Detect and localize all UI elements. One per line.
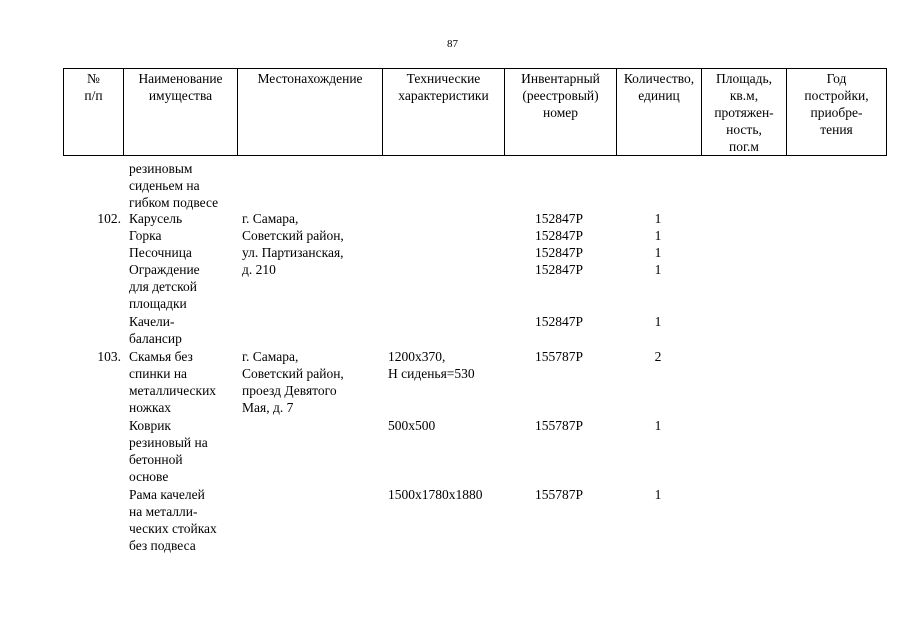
row-7-inventory: 155787Р	[534, 418, 583, 433]
header-location	[238, 69, 383, 156]
table-header	[63, 68, 887, 156]
row-6-tech: 1200х370, Н сиденья=530	[388, 349, 475, 381]
row-4-quantity: 1	[654, 262, 662, 277]
row-8-quantity: 1	[654, 487, 662, 502]
header-inventory-text: Инвентарный (реестровый) номер	[521, 71, 600, 120]
row-2-quantity: 1	[654, 228, 662, 243]
row-1-location: г. Самара, Советский район, ул. Партизанская, д. 210	[242, 211, 344, 277]
row-5-inventory: 152847Р	[534, 314, 583, 329]
row-2-inventory: 152847Р	[534, 228, 583, 243]
row-0-name: резиновым сиденьем на гибком подвесе	[129, 161, 219, 210]
row-3-name: Песочница	[129, 245, 192, 260]
header-inventory	[505, 69, 617, 156]
row-3-quantity: 1	[654, 245, 662, 260]
header-quantity-text: Количество, единиц	[623, 71, 695, 103]
row-6-inventory: 155787Р	[534, 349, 583, 364]
row-6-location: г. Самара, Советский район, проезд Девятого Мая, д. 7	[242, 349, 344, 415]
header-name-text: Наименование имущества	[138, 71, 223, 103]
row-6-name: Скамья без спинки на металлических ножках	[129, 349, 217, 415]
row-2-name: Горка	[129, 228, 162, 243]
header-num-text: № п/п	[84, 71, 103, 103]
row-6-num: 103.	[97, 349, 121, 364]
row-7-tech: 500х500	[388, 418, 436, 433]
header-area	[702, 69, 787, 156]
row-4-inventory: 152847Р	[534, 262, 583, 277]
header-quantity	[617, 69, 702, 156]
row-5-name: Качели- балансир	[129, 314, 182, 346]
row-8-name: Рама качелей на металли- ческих стойках без подвеса	[129, 487, 217, 553]
row-1-name: Карусель	[129, 211, 183, 226]
header-area-text: Площадь, кв.м, протяжен- ность, пог.м	[714, 71, 774, 154]
header-location-text: Местонахождение	[257, 71, 363, 86]
row-8-tech: 1500х1780х1880	[388, 487, 483, 502]
header-num	[64, 69, 124, 156]
row-7-name: Коврик резиновый на бетонной основе	[129, 418, 208, 484]
header-year	[787, 69, 887, 156]
row-1-quantity: 1	[654, 211, 662, 226]
row-1-num: 102.	[97, 211, 121, 226]
row-3-inventory: 152847Р	[534, 245, 583, 260]
header-name	[124, 69, 238, 156]
header-tech-text: Технические характеристики	[398, 71, 489, 103]
row-5-quantity: 1	[654, 314, 662, 329]
row-1-inventory: 152847Р	[534, 211, 583, 226]
row-4-name: Ограждение для детской площадки	[129, 262, 200, 311]
header-year-text: Год постройки, приобре- тения	[804, 71, 869, 137]
page-number: 87	[447, 38, 458, 50]
row-6-quantity: 2	[654, 349, 662, 364]
row-7-quantity: 1	[654, 418, 662, 433]
header-tech	[383, 69, 505, 156]
row-8-inventory: 155787Р	[534, 487, 583, 502]
